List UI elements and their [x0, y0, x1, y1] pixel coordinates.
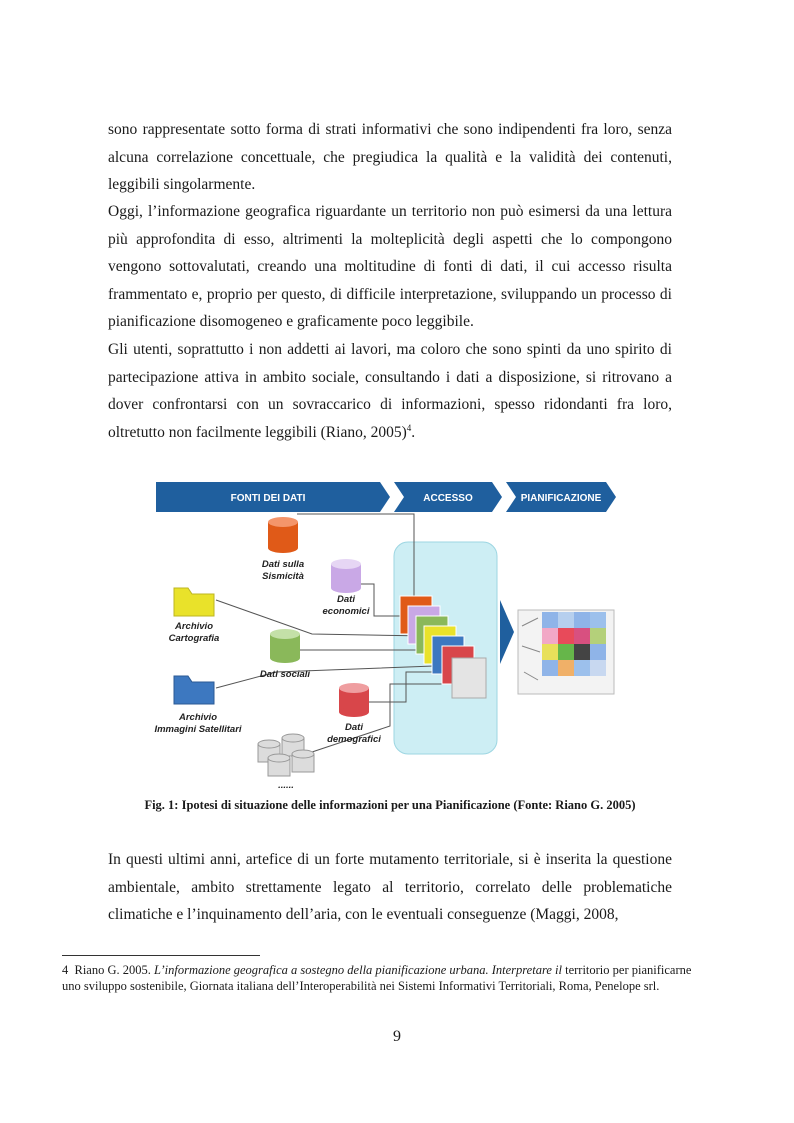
- label-sismicita-1: Dati sulla: [261, 559, 305, 570]
- label-satellitari-2: Immagini Satellitari: [154, 724, 242, 735]
- label-sociali: Dati sociali: [259, 669, 311, 680]
- footnote-citation: Riano G. 2005.: [74, 963, 155, 977]
- output-map: [518, 610, 614, 694]
- footnote: [62, 962, 692, 994]
- footnote-number: 4: [62, 963, 69, 977]
- paragraph-1: sono rappresentate sotto forma di strati informativi che sono indipendenti fra loro, senza alcuna correlazione concettuale, che pregiudica la qualità e la validità dei contenuti, leggibili singolarmente.: [108, 121, 672, 193]
- data-flow-diagram: [150, 476, 630, 794]
- header-fonti-label: FONTI DEI DATI: [230, 493, 306, 504]
- label-sismicita-2: Sismicità: [262, 571, 304, 582]
- database-economici: [331, 559, 361, 593]
- footnote-divider: [62, 955, 260, 956]
- label-altri: ......: [278, 780, 294, 791]
- database-sismicita: [268, 517, 298, 553]
- database-altri-icon: [258, 734, 314, 776]
- folder-satellitari-icon: [174, 676, 214, 704]
- paragraph-3-text: Gli utenti, soprattutto i non addetti ai lavori, ma coloro che sono spinti da uno spirito di partecipazione attiva in ambito sociale, consultando i dati a disposizione, si ritrovano a dover confrontarsi con un sovraccarico di informazioni, spesso ridondanti fra loro, oltretutto non facilmente leggibili (Riano, 2005): [108, 341, 672, 441]
- header-accesso-label: ACCESSO: [423, 493, 473, 504]
- database-sociali: [270, 629, 300, 663]
- paragraph-4: In questi ultimi anni, artefice di un forte mutamento territoriale, si è inserita la questione ambientale, ambito strettamente legato al territorio, correlato delle problematiche climatiche e l’inquinamento dell’aria, con le eventuali conseguenze (Maggi, 2008,: [108, 851, 672, 923]
- label-cartografia-2: Cartografia: [168, 633, 220, 644]
- paragraph-2: Oggi, l’informazione geografica riguardante un territorio non può esimersi da una lettura più approfondita di esso, altrimenti la molteplicità degli aspetti che lo compongono vengono sottovalutati, creando una moltitudine di fonti di dati, il cui accesso risulta frammentato e, proprio per questo, di difficile interpretazione, sviluppando un processo di pianificazione disomogeneo e graficamente poco leggibile.: [108, 203, 672, 330]
- label-satellitari-1: Archivio: [178, 712, 218, 723]
- paragraph-3: [108, 336, 672, 446]
- paragraph-3-end: .: [411, 423, 416, 441]
- footnote-rest: territorio per pianificarne uno sviluppo sostenibile, Giornata italiana dell’Interoperabilità nei Sistemi Informativi Territoriali, Roma, Penelope srl.: [62, 963, 692, 993]
- layer-altri: [452, 658, 486, 698]
- label-demografici-1: Dati: [345, 722, 363, 733]
- label-economici-2: economici: [322, 606, 370, 617]
- label-cartografia-1: Archivio: [174, 621, 214, 632]
- page-number: 9: [393, 1028, 401, 1045]
- header-pianificazione-label: PIANIFICAZIONE: [520, 493, 602, 504]
- label-demografici-2: demografici: [327, 734, 381, 745]
- database-demografici: [339, 683, 369, 717]
- footnote-title: L’informazione geografica a sostegno della pianificazione urbana. Interpretare il: [154, 963, 562, 977]
- footnote-reference[interactable]: 4: [406, 422, 412, 433]
- folder-cartografia-icon: [174, 588, 214, 616]
- figure-caption: Fig. 1: Ipotesi di situazione delle informazioni per una Pianificazione (Fonte: Riano G. 2005): [144, 798, 636, 812]
- label-economici-1: Dati: [337, 594, 355, 605]
- output-arrow: [500, 600, 514, 664]
